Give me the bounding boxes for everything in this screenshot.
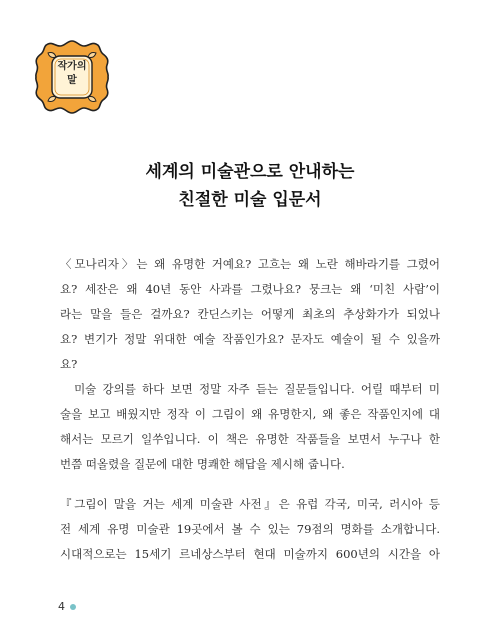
badge-label-line2: 말: [67, 75, 77, 86]
paragraph-3: [60, 492, 440, 567]
text-line: 요? 세잔은 왜 40년 동안 사과를 그렸나요? 뭉크는 왜 ‘미친 사람’이: [60, 282, 440, 296]
text-line: 술을 보고 배웠지만 정작 이 그림이 왜 유명한지, 왜 좋은 작품인지에 대: [60, 407, 440, 421]
page-number: 4: [58, 600, 65, 613]
heading-line2: 친절한 미술 입문서: [178, 190, 322, 210]
badge-label-line1: 작가의: [57, 61, 87, 72]
page-dot-icon: [70, 604, 76, 610]
text-line: 요? 변기가 정말 위대한 예술 작품인가요? 문자도 예술이 될 수 있을까: [60, 332, 440, 346]
text-line: 시대적으로는 15세기 르네상스부터 현대 미술까지 600년의 시간을 아: [60, 547, 440, 561]
page-footer: [58, 600, 76, 613]
heading-line1: 세계의 미술관으로 안내하는: [145, 162, 355, 182]
text-line: 요?: [60, 357, 78, 371]
text-line: 라는 말을 들은 걸까요? 칸딘스키는 어떻게 최초의 추상화가가 되었나: [60, 307, 440, 321]
text-line: 전 세계 유명 미술관 19곳에서 볼 수 있는 79점의 명화를 소개합니다.: [60, 522, 440, 536]
paragraph-gap: [60, 477, 440, 492]
text-line: 미술 강의를 하다 보면 정말 자주 듣는 질문들입니다. 어릴 때부터 미: [60, 382, 440, 396]
text-line: 해서는 모르기 일쑤입니다. 이 책은 유명한 작품들을 보면서 누구나 한: [60, 432, 440, 446]
section-badge: [33, 38, 111, 116]
page-heading: [0, 158, 500, 214]
text-line: 『그림이 말을 거는 세계 미술관 사전』은 유럽 각국, 미국, 러시아 등: [60, 497, 440, 511]
paragraph-2: [60, 377, 440, 477]
text-line: 〈모나리자〉는 왜 유명한 거예요? 고흐는 왜 노란 해바라기를 그렸어: [60, 257, 440, 271]
paragraph-1: [60, 252, 440, 377]
text-line: 번쯤 떠올렸을 질문에 대한 명쾌한 해답을 제시해 줍니다.: [60, 457, 345, 471]
body-text: [60, 252, 440, 567]
